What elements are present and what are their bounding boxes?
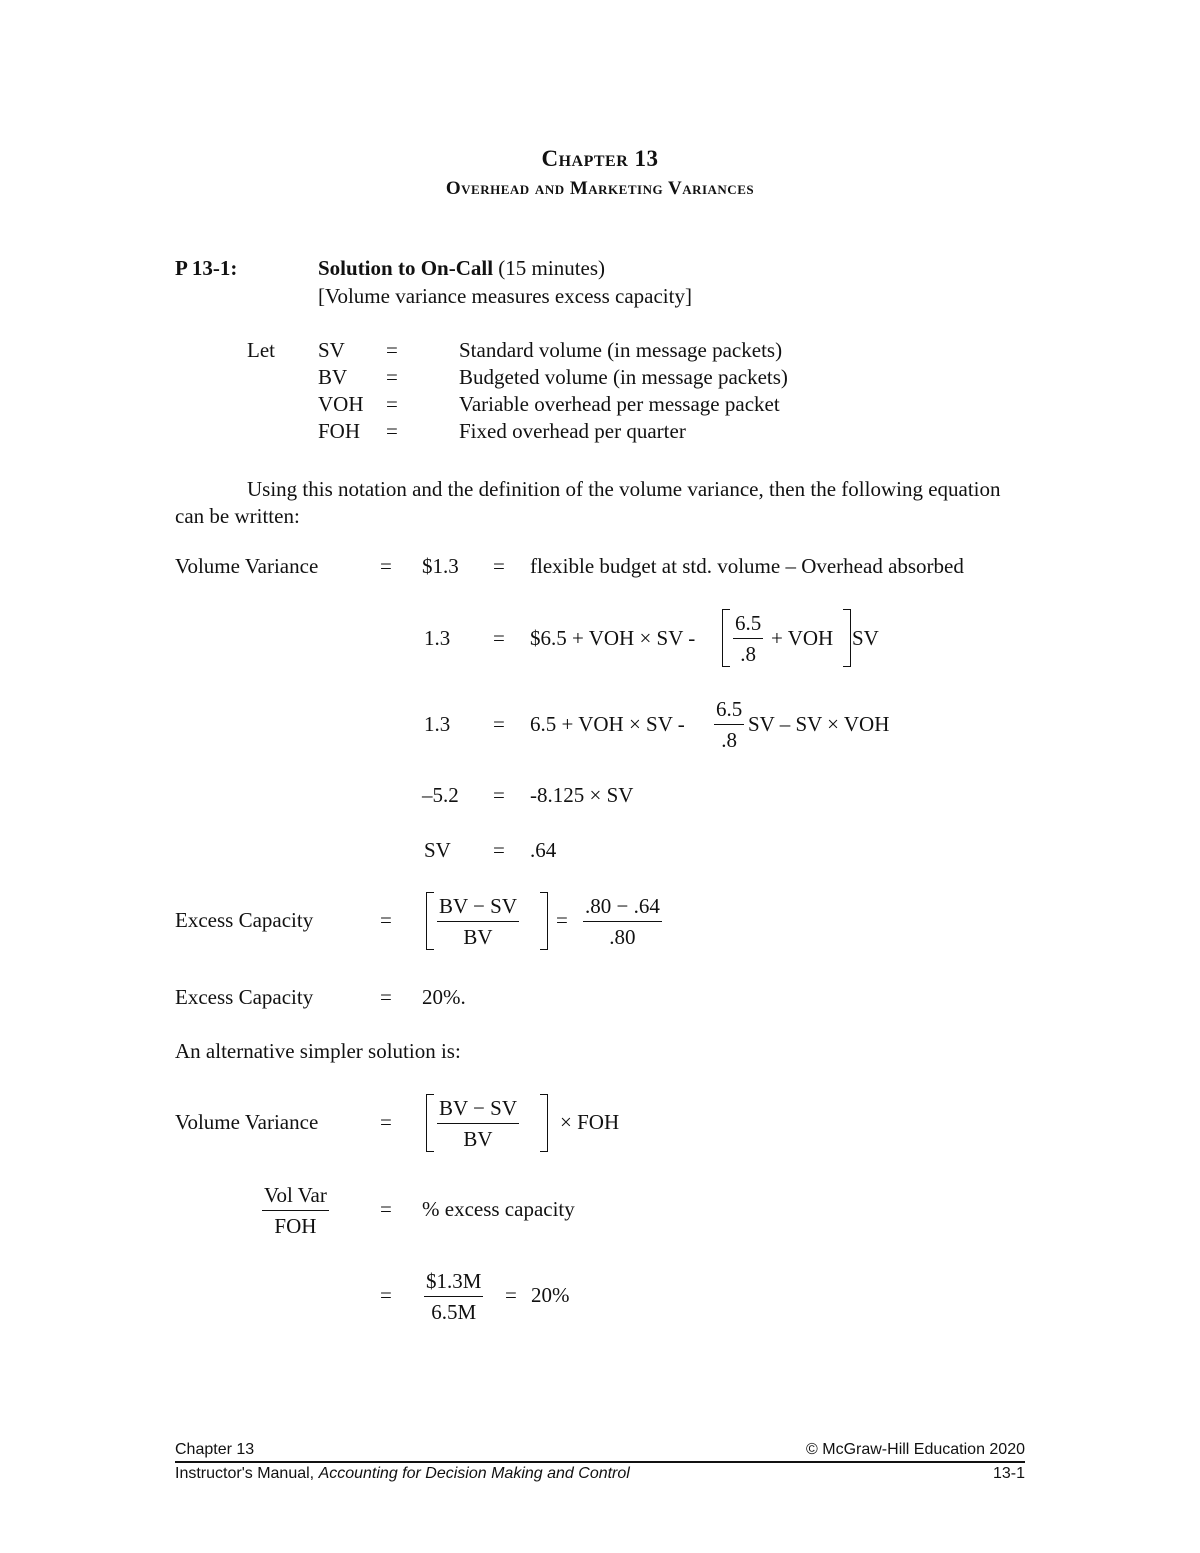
ratio-fraction xyxy=(262,1185,329,1237)
equals-sign: = xyxy=(380,908,392,932)
eq2-sv: SV xyxy=(852,626,879,650)
def-symbol: VOH xyxy=(318,392,364,416)
eq5-lhs: SV xyxy=(424,838,451,862)
def-equals: = xyxy=(386,419,398,443)
final-num: $1.3M xyxy=(424,1271,483,1297)
final-fraction xyxy=(424,1271,483,1323)
def-symbol: SV xyxy=(318,338,345,362)
eq1-value: $1.3 xyxy=(422,554,459,578)
eq2-terms: $6.5 + VOH × SV - xyxy=(530,626,696,650)
equals-sign: = xyxy=(380,1197,392,1221)
eq2-voh: + VOH xyxy=(771,626,834,650)
eq3-fraction-den: .8 xyxy=(721,728,737,752)
chapter-title: Chapter 13 xyxy=(541,146,659,171)
ratio-num: Vol Var xyxy=(262,1185,329,1211)
eq4-lhs: –5.2 xyxy=(422,783,459,807)
problem-note: [Volume variance measures excess capacity] xyxy=(318,284,692,308)
def-symbol: BV xyxy=(318,365,348,389)
def-meaning: Standard volume (in message packets) xyxy=(459,338,783,362)
alternative-intro: An alternative simpler solution is: xyxy=(175,1039,461,1063)
excess-fraction xyxy=(437,896,519,948)
eq2-fraction xyxy=(733,613,763,665)
footer-chapter: Chapter 13 xyxy=(175,1441,255,1458)
excess-capacity-label: Excess Capacity xyxy=(175,985,314,1009)
excess-capacity-result: 20%. xyxy=(422,985,466,1009)
volume-variance-label: Volume Variance xyxy=(175,554,319,578)
equals-sign: = xyxy=(493,838,505,862)
def-equals: = xyxy=(386,338,398,362)
ratio-rhs: % excess capacity xyxy=(422,1197,575,1221)
def-equals: = xyxy=(386,392,398,416)
eq3-terms: 6.5 + VOH × SV - xyxy=(530,712,685,736)
eq4-rhs: -8.125 × SV xyxy=(530,783,634,807)
right-bracket xyxy=(843,609,851,667)
excess-fraction-den: BV xyxy=(463,925,493,949)
excess-value-den: .80 xyxy=(609,925,636,949)
eq2-fraction-num: 6.5 xyxy=(733,613,763,639)
equals-sign: = xyxy=(493,712,505,736)
problem-heading xyxy=(318,258,605,279)
right-bracket xyxy=(540,1094,548,1152)
final-result: 20% xyxy=(531,1283,570,1307)
def-meaning: Variable overhead per message packet xyxy=(459,392,780,416)
volume-variance-label: Volume Variance xyxy=(175,1110,319,1134)
equals-sign: = xyxy=(380,1110,392,1134)
problem-id: P 13-1: xyxy=(175,256,238,280)
excess-value-num: .80 − .64 xyxy=(583,896,662,922)
final-den: 6.5M xyxy=(431,1300,477,1324)
alt-fraction xyxy=(437,1098,519,1150)
left-bracket xyxy=(426,1094,434,1152)
alt-fraction-den: BV xyxy=(463,1127,493,1151)
eq1-rhs: flexible budget at std. volume – Overhead absorbed xyxy=(530,554,964,578)
times-foh: × FOH xyxy=(560,1110,620,1134)
eq5-rhs: .64 xyxy=(530,838,557,862)
equals-sign: = xyxy=(380,985,392,1009)
footer-book-title: Accounting for Decision Making and Control xyxy=(318,1465,630,1482)
eq2-fraction-den: .8 xyxy=(740,642,756,666)
footer-manual-prefix: Instructor's Manual, xyxy=(175,1465,315,1482)
footer-copyright: © McGraw-Hill Education 2020 xyxy=(806,1441,1025,1458)
equals-sign: = xyxy=(380,554,392,578)
let-label: Let xyxy=(247,338,275,362)
excess-capacity-label: Excess Capacity xyxy=(175,908,314,932)
footer-rule xyxy=(175,1461,1025,1463)
eq3-lhs: 1.3 xyxy=(424,712,451,736)
equals-sign: = xyxy=(493,626,505,650)
def-meaning: Budgeted volume (in message packets) xyxy=(459,365,788,389)
footer-page-number: 13-1 xyxy=(992,1465,1025,1482)
equals-sign: = xyxy=(505,1283,517,1307)
eq2-lhs: 1.3 xyxy=(424,626,451,650)
def-meaning: Fixed overhead per quarter xyxy=(459,419,686,443)
footer-manual xyxy=(175,1466,630,1482)
chapter-subtitle: Overhead and Marketing Variances xyxy=(445,178,755,199)
alt-fraction-num: BV − SV xyxy=(437,1098,519,1124)
equals-sign: = xyxy=(493,783,505,807)
eq3-rest: SV – SV × VOH xyxy=(748,712,890,736)
right-bracket xyxy=(540,892,548,950)
problem-title: Solution to On-Call xyxy=(318,256,494,280)
left-bracket xyxy=(722,609,730,667)
equals-sign: = xyxy=(380,1283,392,1307)
excess-value-fraction xyxy=(583,896,662,948)
left-bracket xyxy=(426,892,434,950)
equals-sign: = xyxy=(556,908,568,932)
def-symbol: FOH xyxy=(318,419,361,443)
ratio-den: FOH xyxy=(274,1214,317,1238)
problem-time: (15 minutes) xyxy=(498,256,606,280)
eq3-fraction-num: 6.5 xyxy=(714,699,744,725)
def-equals: = xyxy=(386,365,398,389)
intro-paragraph: Using this notation and the definition of the volume variance, then the following equation can be written: xyxy=(175,477,1001,528)
eq3-fraction xyxy=(714,699,744,751)
equals-sign: = xyxy=(493,554,505,578)
excess-fraction-num: BV − SV xyxy=(437,896,519,922)
